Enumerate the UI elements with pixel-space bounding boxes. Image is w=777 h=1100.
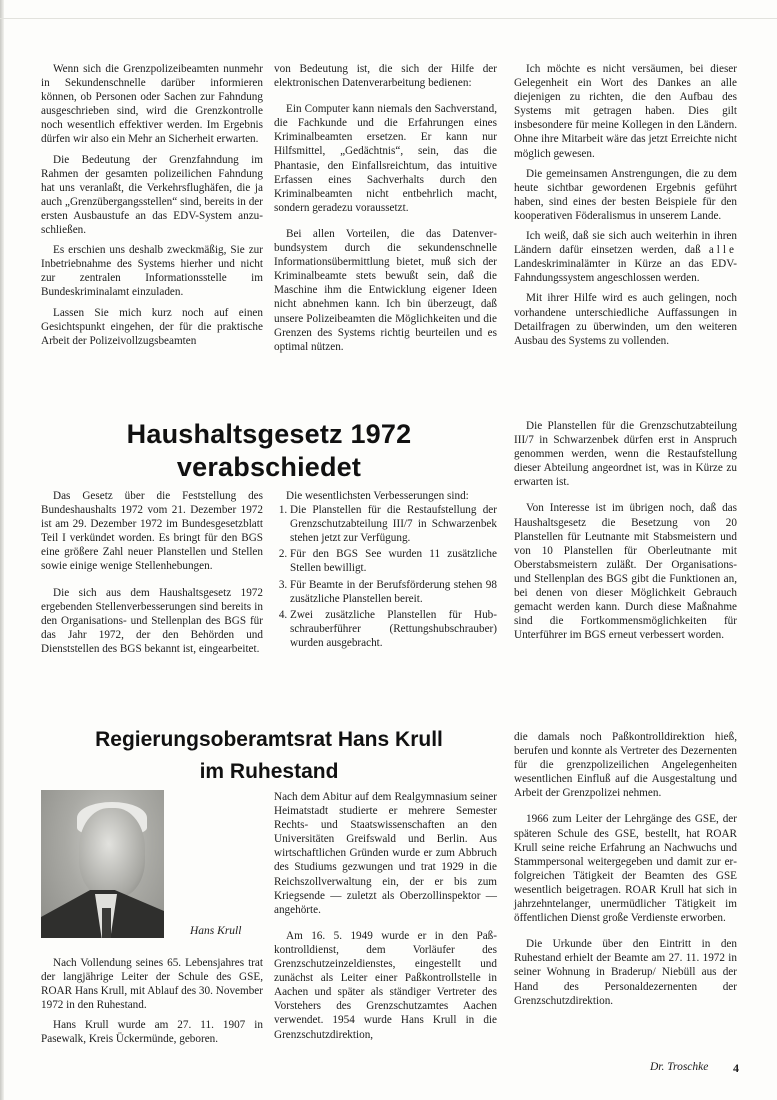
- paragraph: Lassen Sie mich kurz noch auf einen Gesichtspunkt eingehen, der für die praktische Arbeit der Polizeivollzugsbeamten: [41, 306, 263, 347]
- paragraph: [514, 229, 737, 285]
- article2-column-2: [274, 489, 497, 652]
- paragraph: von Bedeutung ist, die sich der Hilfe der elektronischen Datenverarbeitung bedienen:: [274, 63, 497, 90]
- article3-column-1: [41, 956, 263, 1053]
- portrait-photo: [41, 790, 164, 938]
- emphasized-text: alle: [708, 244, 737, 257]
- article2-column-3: [514, 419, 737, 648]
- text: Landeskriminalämter in Kürze an das EDV-Fahndungssystem angeschlossen werden.: [514, 258, 737, 285]
- headline-line-1: Regierungsoberamtsrat Hans Krull: [95, 728, 443, 751]
- paragraph: Die Planstellen für die Grenzschutzabteilung III/7 in Schwarzenbek dürfen erst in Anspruch genommen werden, wenn die Restaufstellung dieser Abteilung angeordnet ist, was in Kürze zu erwarten ist.: [514, 420, 737, 489]
- paragraph: Mit ihrer Hilfe wird es auch gelingen, noch vorhandene unterschiedliche Auffassungen in Detailfragen zu überwinden, um den weiteren Ausbau des Systems zu vollenden.: [514, 292, 737, 347]
- scan-top-line: [0, 18, 777, 19]
- article3-headline: [41, 724, 497, 788]
- improvements-list: [274, 503, 497, 650]
- photo-caption: Hans Krull: [190, 925, 242, 937]
- paragraph: Die gemeinsamen Anstrengungen, die zu dem heute sichtbar gewordenen Ergebnis geführt haben, sind eines der besten Beispiele für den kooperativen Föderalismus in unserem Lande.: [514, 167, 737, 222]
- paragraph: Von Interesse ist im übrigen noch, daß das Haushaltsgesetz die Besetzung von 20 Planstellen für Leutnante mit Stabsmeistern und von 10 Planstellen für Oberleutnante mit Oberstabsmeistern zuläßt. Der Organisations- und Stellenplan des BGS gibt die Funktionen an, bei denen von dieser Möglichkeit Gebrauch gemacht werden kann. Durch diese Maßnahme sind die Fortkommensmöglichkeiten für Unterführer im BGS erneut verbessert worden.: [514, 502, 737, 642]
- paragraph: Ein Computer kann niemals den Sachverstand, die Fachkunde und die Erfahrungen eines Kriminalbeamten ersetzen. Er kann nur Hilfsmittel, „Gedächtnis“, sein, das die Phantasie, den Einfallsreichtum, das intuitive Erfassen eines Sachverhalts durch den Kriminalbeamten nicht entbehrlich macht, sondern geradezu voraussetzt.: [274, 103, 497, 214]
- photo-tie: [102, 908, 111, 938]
- photo-head: [79, 808, 145, 898]
- scan-edge: [0, 0, 4, 1100]
- article2-column-1: [41, 489, 263, 662]
- paragraph: 1966 zum Leiter der Lehrgänge des GSE, der späteren Schule des GSE, bestellt, hat ROAR Krull seine reiche Erfahrung an Nachwuchs und Stammpersonal weitergegeben und damit zur erfolgreichen Tätigkeit der Beamten des GSE wesentlich beigetragen. ROAR Krull hat sich in jahrzehntelanger, unermüdlicher Tätigkeit im öffentlichen Dienst große Verdienste erworben.: [514, 813, 737, 925]
- paragraph: Hans Krull wurde am 27. 11. 1907 in Pasewalk, Kreis Ückermünde, geboren.: [41, 1019, 263, 1046]
- paragraph: Am 16. 5. 1949 wurde er in den Paßkontrolldienst, dem Vorläufer des Grenzschutzeinzeldienstes, eingestellt und zunächst als Leiter einer Paßkontrollstelle in Aachen und später als ständiger Vertreter des Vorstehers des Grenzschutzamtes Aachen verwendet. 1954 wurde Hans Krull in die Grenzschutzdirektion,: [274, 929, 497, 1041]
- article3-column-3: [514, 730, 737, 1014]
- headline-line-2: verabschiedet: [176, 452, 362, 482]
- paragraph: Bei allen Vorteilen, die das Datenverbundsystem durch die sekundenschnelle Informationsübermittlung bietet, muß sich der Kriminalbeamte stets bewußt sein, daß die Maschine ihm die Entwicklung eigener Ideen nicht abnehmen kann. Ich bin überzeugt, daß unsere Polizeibeamten die Möglichkeiten und die Grenzen des Systems richtig beurteilen und es optimal nützen.: [274, 227, 497, 353]
- page-number: 4: [733, 1061, 739, 1075]
- author-signature: Dr. Troschke: [650, 1061, 709, 1073]
- paragraph: Die sich aus dem Haushaltsgesetz 1972 ergebenden Stellenverbesserungen sind bereits in den Organisations- und Stellenplan des BGS für das Jahr 1972, der den Behörden und Dienststellen des BGS bekannt ist, eingearbeitet.: [41, 586, 263, 655]
- list-intro: Die wesentlichsten Verbesserungen sind:: [286, 490, 469, 502]
- paragraph: Nach Vollendung seines 65. Lebensjahres trat der langjährige Leiter der Schule des GSE, ROAR Hans Krull, mit Ablauf des 30. November 1972 in den Ruhestand.: [41, 957, 263, 1012]
- text: Ich weiß, daß sie sich auch weiterhin in ihren Ländern dafür einsetzen werden, daß: [514, 230, 737, 257]
- paragraph: Die Urkunde über den Eintritt in den Ruhestand erhielt der Beamte am 27. 11. 1972 in seiner Wohnung in Braderup/ Niebüll aus der Hand des Personaldezernenten der Grenzschutzdirektion.: [514, 938, 737, 1007]
- article3-column-2: [274, 790, 497, 1048]
- paragraph: Nach dem Abitur auf dem Realgymnasium seiner Heimatstadt studierte er mehrere Semester Rechts- und Staatswissenschaften an den Universitäten Greifswald und Berlin. Aus wirtschaftlichen Gründen wurde er zum Abbruch des Studiums gezwungen und trat 1929 in die Reichszollverwaltung ein, der er bis zum Kriegsende — zuletzt als Oberzollinspektor — angehörte.: [274, 791, 497, 916]
- paragraph: Die Bedeutung der Grenzfahndung im Rahmen der gesamten polizeilichen Fahndung hat uns veranlaßt, die Verkehrsflughäfen, die ja auch „Grenzübergangsstellen“ sind, bereits in der ersten Ausbaustufe an das EDV-System anzuschließen.: [41, 153, 263, 237]
- list-item: 1. Die Planstellen für die Restaufstellung der Grenzschutzabteilung III/7 in Schwarzenbek stehen jetzt zur Verfügung.: [290, 503, 497, 545]
- list-item: 2. Für den BGS See wurden 11 zusätzliche Stellen bewilligt.: [290, 547, 497, 575]
- article2-headline: [41, 418, 497, 484]
- headline-line-1: Haushaltsgesetz 1972: [126, 419, 412, 449]
- paragraph: Wenn sich die Grenzpolizeibeamten nunmehr in Sekundenschnelle darüber informieren können, ob Personen oder Sachen zur Fahndung ausgeschrieben sind, wird die Grenzkontrolle noch wesentlich effektiver werden. Im Ergebnis dürfen wir also ein Mehr an Sicherheit erwarten.: [41, 63, 263, 146]
- paragraph: die damals noch Paßkontrolldirektion hieß, berufen und konnte als Vertreter des Dezernenten für die grenzpolizeilichen Angelegenheiten wesentlichen Einfluß auf die Ausgestaltung und Arbeit der Grenzpolizei nehmen.: [514, 731, 737, 800]
- headline-line-2: im Ruhestand: [199, 760, 339, 783]
- paragraph: Es erschien uns deshalb zweckmäßig, Sie zur Inbetriebnahme des Systems hierher und nicht zur zentralen Informationsstelle im Bundeskriminalamt einzuladen.: [41, 244, 263, 299]
- article1-column-1: [41, 62, 263, 354]
- paragraph: Das Gesetz über die Feststellung des Bundeshaushalts 1972 vom 21. Dezember 1972 ist am 29. Dezember 1972 im Bundesgesetzblatt Teil I verkündet worden. Es bringt für den BGS eine größere Zahl neuer Planstellen und Stellen sowie einige wenige Stellenhebungen.: [41, 490, 263, 573]
- article1-column-2: [274, 62, 497, 360]
- list-item: 3. Für Beamte in der Berufsförderung stehen 98 zusätzliche Planstellen bereit.: [290, 578, 497, 606]
- list-item: 4. Zwei zusätzliche Planstellen für Hubschrauberführer (Rettungshubschrauber) wurden ausgebracht.: [290, 608, 497, 650]
- paragraph: Ich möchte es nicht versäumen, bei dieser Gelegenheit ein Wort des Dankes an alle diejenigen zu richten, die den Aufbau des Systems mit getragen haben. Dies gilt insbesondere für meine Kollegen in den Ländern. Ohne ihre Mitarbeit wäre das jetzt Erreichte nicht möglich gewesen.: [514, 63, 737, 160]
- article1-column-3: [514, 62, 737, 354]
